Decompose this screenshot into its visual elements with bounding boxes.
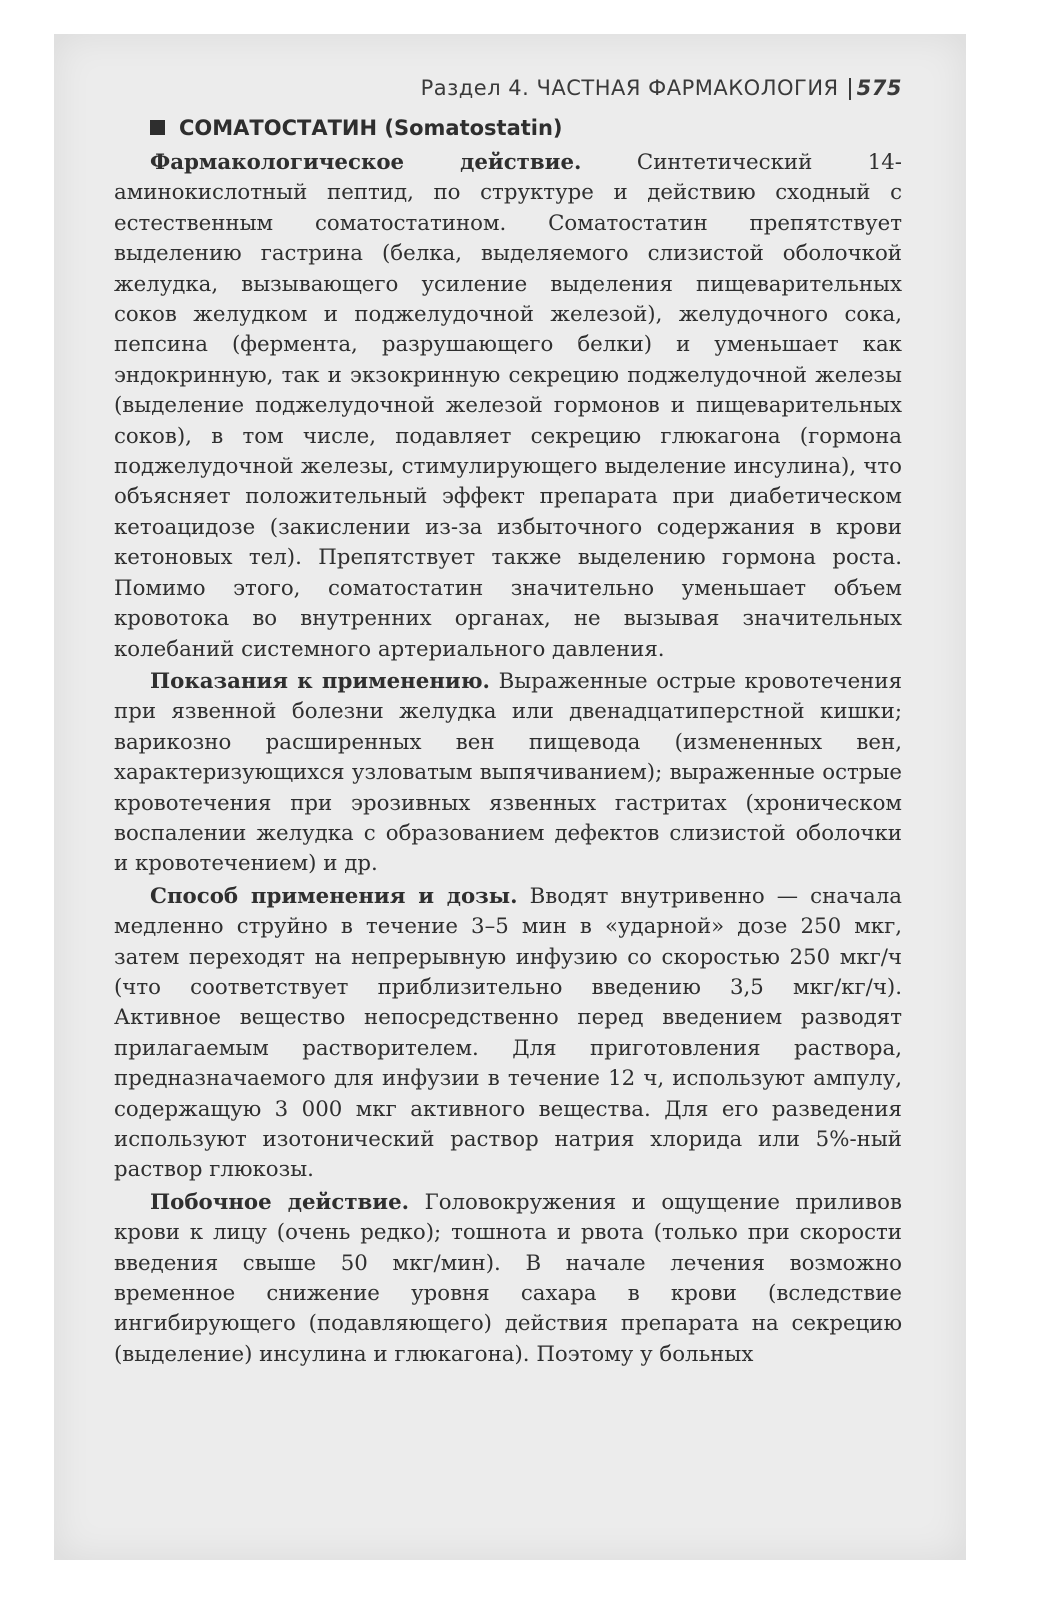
section-dosage <box>114 882 902 1186</box>
section-text: Выраженные острые кровотечения при язвенной болезни желудка или двенадцатиперстной кишки; варикозно расширенных вен пищевода (измененных вен, характеризующихся узловатым выпячиванием); выраженные острые кровотечения при эрозивных язвенных гастритах (хроническом воспалении желудка с образованием дефектов слизистой оболочки и кровотечением) и др. <box>114 668 903 877</box>
page-number: 575 <box>856 76 902 100</box>
header-separator <box>849 78 851 100</box>
drug-heading <box>150 112 902 144</box>
running-title: Раздел 4. ЧАСТНАЯ ФАРМАКОЛОГИЯ <box>420 76 839 100</box>
section-side-effects <box>114 1188 902 1370</box>
section-lead: Побочное действие. <box>150 1189 410 1215</box>
running-header <box>114 70 902 106</box>
section-text: Головокружения и ощущение приливов крови к лицу (очень редко); тошнота и рвота (только при скорости введения свыше 50 мкг/мин). В начале лечения возможно временное снижение уровня сахара в крови (вследствие ингибирующего (подавляющего) действия препарата на секрецию (выделение) инсулина и глюкагона). Поэтому у больных <box>114 1189 902 1367</box>
book-page <box>114 70 902 1370</box>
section-lead: Фармакологическое действие. <box>150 150 582 175</box>
bullet-square-icon <box>150 120 165 135</box>
section-text: Синтетический 14-аминокислотный пептид, по структуре и действию сходный с естественным соматостатином. Соматостатин препятствует выделению гастрина (белка, выделяемого слизистой оболочкой желудка, вызывающего усиление выделения пищеварительных соков желудком и поджелудочной железой), желудочного сока, пепсина (фермента, разрушающего белки) и уменьшает как эндокринную, так и экзокринную секрецию поджелудочной железы (выделение поджелудочной железой гормонов и пищеварительных соков), в том числе, подавляет секрецию глюкагона (гормона поджелудочной железы, стимулирующего выделение инсулина), что объясняет положительный эффект препарата при диабетическом кетоацидозе (закислении из-за избыточного содержания в крови кетоновых тел). Препятствует также выделению гормона роста. Помимо этого, соматостатин значительно уменьшает объем кровотока во внутренних органах, не вызывая значительных колебаний системного артериального давления. <box>114 150 903 662</box>
section-text: Вводят внутривенно — сначала медленно струйно в течение 3–5 мин в «ударной» дозе 250 мкг, затем переходят на непрерывную инфузию со скоростью 250 мкг/ч (что соответствует приблизительно введению 3,5 мкг/кг/ч). Активное вещество непосредственно перед введением разводят прилагаемым растворителем. Для приготовления раствора, предназначаемого для инфузии в течение 12 ч, используют ампулу, содержащую 3 000 мкг активного вещества. Для его разведения используют изотонический раствор натрия хлорида или 5%-ный раствор глюкозы. <box>114 883 902 1183</box>
section-lead: Способ применения и дозы. <box>150 883 518 909</box>
drug-title: СОМАТОСТАТИН (Somatostatin) <box>179 116 563 140</box>
section-indications <box>114 667 902 880</box>
section-pharmacological-action <box>114 148 902 665</box>
section-lead: Показания к применению. <box>150 668 490 694</box>
